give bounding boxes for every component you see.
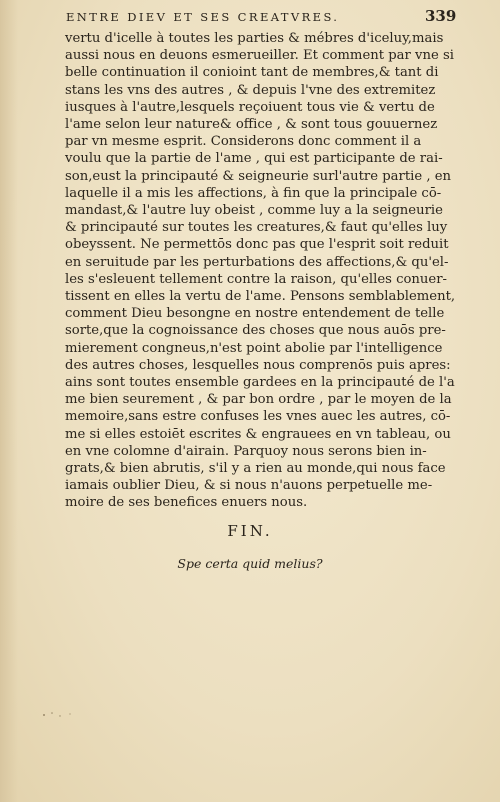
- text-line: iamais oublier Dieu, & si nous n'auons perpetuelle me-: [65, 478, 433, 494]
- text-line: me bien seurement , & par bon ordre , par le moyen de la: [65, 392, 452, 408]
- text-line: & principauté sur toutes les creatures,& faut qu'elles luy: [65, 220, 448, 236]
- text-line: sorte,que la cognoissance des choses que nous auōs pre-: [65, 323, 446, 339]
- text-line: iusques à l'autre,lesquels reçoiuent tous vie & vertu de: [65, 99, 435, 115]
- text-line: me si elles estoiēt escrites & engrauees en vn tableau, ou: [65, 426, 451, 442]
- text-line: aussi nous en deuons esmerueiller. Et comment par vne si: [65, 48, 454, 64]
- text-line: en seruitude par les perturbations des affections,& qu'el-: [65, 254, 449, 270]
- page-number: 339: [425, 7, 457, 25]
- text-line: en vne colomne d'airain. Parquoy nous serons bien in-: [65, 443, 427, 459]
- text-line: grats,& bien abrutis, s'il y a rien au monde,qui nous face: [65, 461, 446, 477]
- text-line: mierement congneus,n'est point abolie par l'intelligence: [65, 340, 443, 356]
- text-line: tissent en elles la vertu de l'ame. Pensons semblablement,: [65, 289, 456, 305]
- text-line: ains sont toutes ensemble gardees en la principauté de l'a: [65, 375, 455, 391]
- text-line: comment Dieu besongne en nostre entendement de telle: [65, 306, 445, 322]
- text-line: son,eust la principauté & seigneurie surl'autre partie , en: [65, 168, 452, 184]
- text-line: les s'esleuent tellement contre la raison, qu'elles conuer-: [65, 271, 447, 287]
- text-line: des autres choses, lesquelles nous comprenōs puis apres:: [65, 357, 451, 373]
- text-line: belle continuation il conioint tant de membres,& tant di: [65, 65, 439, 81]
- text-line: laquelle il a mis les affections, à fin que la principale cō-: [65, 185, 442, 201]
- text-line: mandast,& l'autre luy obeist , comme luy a la seigneurie: [65, 203, 443, 219]
- fin-heading: FIN.: [227, 522, 273, 540]
- motto: Spe certa quid melius?: [177, 556, 323, 571]
- text-line: obeyssent. Ne permettōs donc pas que l'esprit soit reduit: [65, 237, 449, 253]
- text-line: par vn mesme esprit. Considerons donc comment il a: [65, 134, 422, 150]
- text-line: vertu d'icelle à toutes les parties & mébres d'iceluy,mais: [65, 31, 444, 46]
- paper-specks: [40, 705, 100, 725]
- text-line: memoire,sans estre confuses les vnes auec les autres, cō-: [65, 409, 451, 425]
- text-line: moire de ses benefices enuers nous.: [65, 495, 308, 511]
- text-line: l'ame selon leur nature& office , & sont tous gouuernez: [65, 117, 438, 133]
- page-gutter-shadow: [0, 0, 18, 802]
- body-text: [65, 30, 456, 512]
- text-line: stans les vns des autres , & depuis l'vne des extremitez: [65, 82, 436, 98]
- text-line: voulu que la partie de l'ame , qui est participante de rai-: [65, 151, 443, 167]
- running-head: ENTRE DIEV ET SES CREATVRES.: [66, 10, 340, 24]
